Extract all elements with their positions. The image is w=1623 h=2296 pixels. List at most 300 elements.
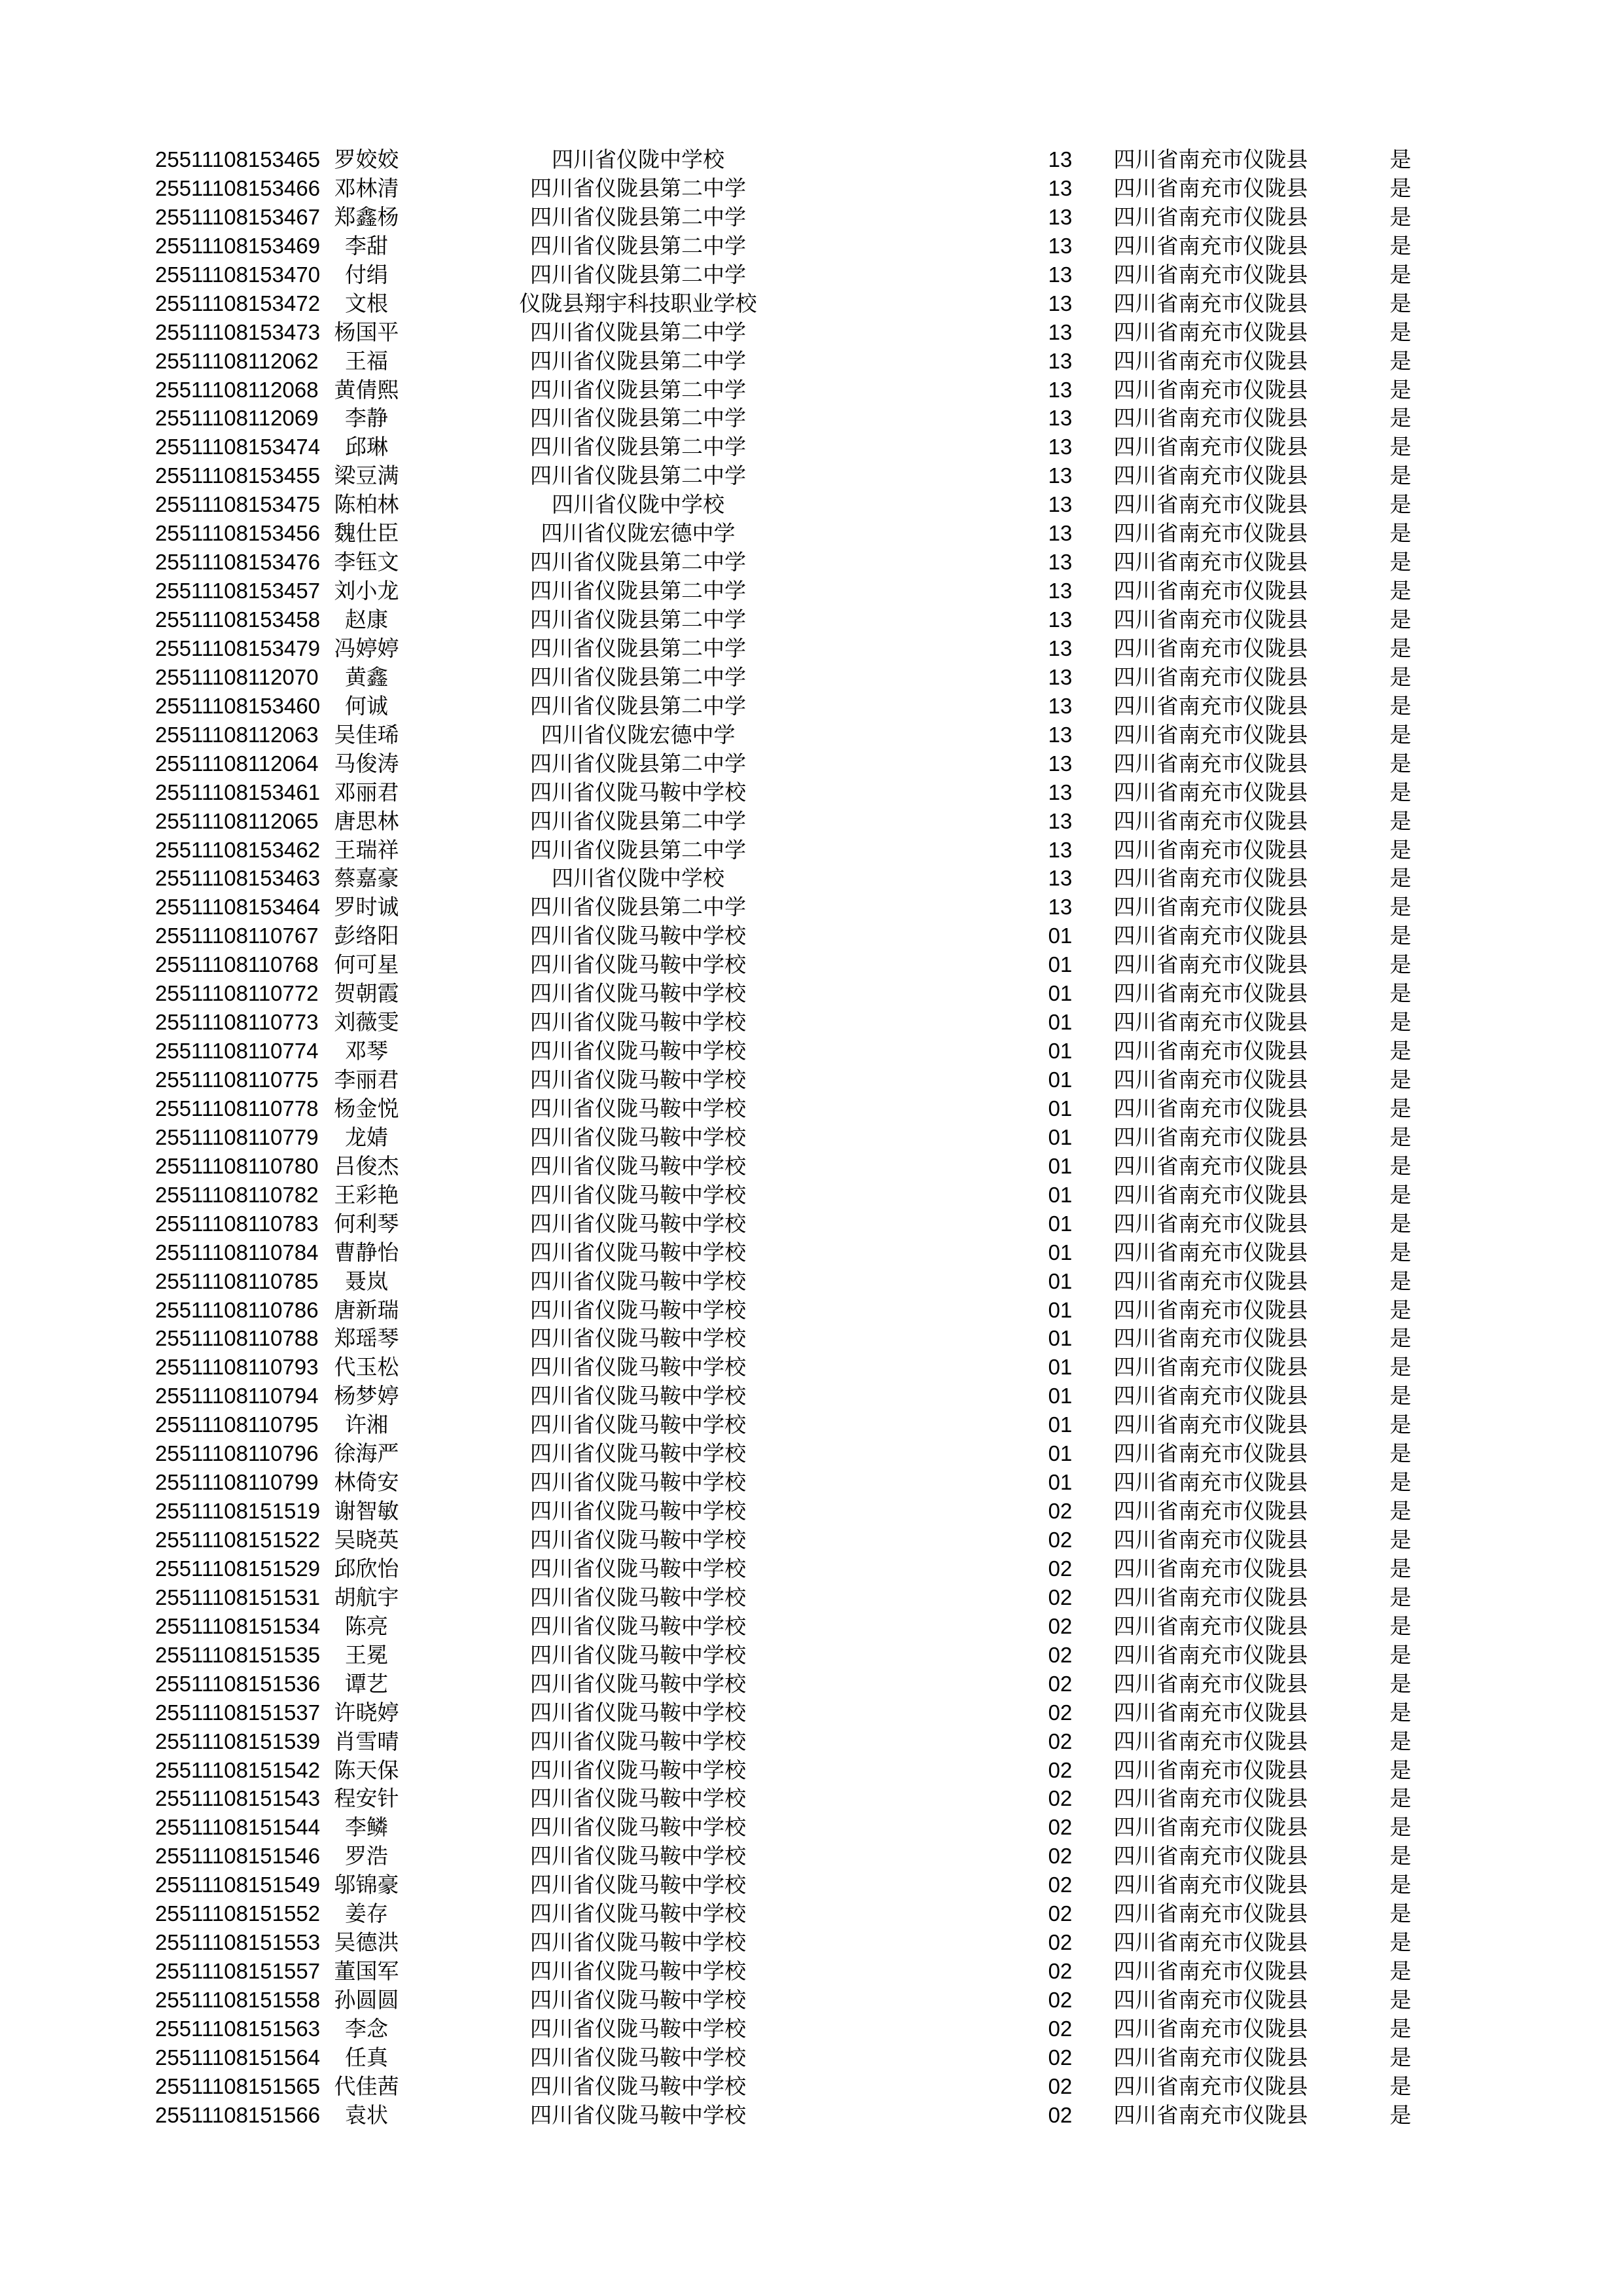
- batch-code: 13: [1048, 550, 1073, 575]
- batch-code: 13: [1048, 895, 1073, 920]
- candidate-id: 25511108110778: [155, 1096, 319, 1121]
- table-row: [0, 577, 1623, 605]
- student-name: 杨国平: [334, 319, 399, 344]
- school-name: 四川省仪陇马鞍中学校: [530, 1499, 746, 1524]
- region: 四川省南充市仪陇县: [1113, 837, 1308, 862]
- candidate-id: 25511108110767: [155, 924, 319, 948]
- school-name: 四川省仪陇县第二中学: [530, 377, 746, 402]
- region: 四川省南充市仪陇县: [1113, 1182, 1308, 1207]
- school-name: 四川省仪陇马鞍中学校: [530, 1384, 746, 1408]
- confirm-flag: 是: [1389, 204, 1412, 229]
- school-name: 四川省仪陇县第二中学: [530, 348, 746, 373]
- confirm-flag: 是: [1389, 1930, 1412, 1955]
- candidate-id: 25511108153465: [155, 147, 321, 171]
- region: 四川省南充市仪陇县: [1113, 1786, 1308, 1811]
- school-name: 四川省仪陇马鞍中学校: [530, 2045, 746, 2070]
- confirm-flag: 是: [1389, 1124, 1412, 1149]
- confirm-flag: 是: [1389, 1412, 1412, 1437]
- confirm-flag: 是: [1389, 1757, 1412, 1782]
- candidate-id: 25511108151535: [155, 1642, 321, 1667]
- candidate-id: 25511108153456: [155, 521, 321, 546]
- batch-code: 02: [1048, 1613, 1073, 1638]
- table-row: [0, 807, 1623, 836]
- confirm-flag: 是: [1389, 463, 1412, 488]
- candidate-id: 25511108151537: [155, 1700, 321, 1725]
- region: 四川省南充市仪陇县: [1113, 406, 1308, 431]
- table-row: [0, 663, 1623, 692]
- student-name: 刘小龙: [334, 579, 399, 603]
- student-name: 谢智敏: [334, 1499, 399, 1524]
- region: 四川省南充市仪陇县: [1113, 204, 1308, 229]
- confirm-flag: 是: [1389, 837, 1412, 862]
- batch-code: 01: [1048, 1182, 1073, 1207]
- confirm-flag: 是: [1389, 636, 1412, 660]
- student-name: 唐思林: [334, 808, 399, 833]
- batch-code: 01: [1048, 1268, 1073, 1293]
- student-name: 代佳茜: [334, 2073, 399, 2098]
- student-name: 陈柏林: [334, 492, 399, 517]
- student-name: 王瑞祥: [334, 837, 399, 862]
- school-name: 四川省仪陇马鞍中学校: [530, 1067, 746, 1092]
- school-name: 四川省仪陇县第二中学: [530, 463, 746, 488]
- student-name: 姜存: [345, 1901, 388, 1926]
- school-name: 四川省仪陇马鞍中学校: [530, 1930, 746, 1955]
- region: 四川省南充市仪陇县: [1113, 1873, 1308, 1897]
- region: 四川省南充市仪陇县: [1113, 751, 1308, 776]
- table-row: [0, 1008, 1623, 1037]
- batch-code: 02: [1048, 2073, 1073, 2098]
- student-name: 冯婷婷: [334, 636, 399, 660]
- batch-code: 01: [1048, 1240, 1073, 1265]
- confirm-flag: 是: [1389, 348, 1412, 373]
- region: 四川省南充市仪陇县: [1113, 1815, 1308, 1840]
- batch-code: 13: [1048, 492, 1073, 517]
- candidate-id: 25511108153457: [155, 579, 321, 603]
- region: 四川省南充市仪陇县: [1113, 1326, 1308, 1351]
- region: 四川省南充市仪陇县: [1113, 1499, 1308, 1524]
- candidate-id: 25511108153458: [155, 607, 321, 632]
- school-name: 四川省仪陇马鞍中学校: [530, 1355, 746, 1380]
- candidate-id: 25511108151519: [155, 1499, 321, 1524]
- school-name: 四川省仪陇马鞍中学校: [530, 1585, 746, 1609]
- confirm-flag: 是: [1389, 175, 1412, 200]
- table-row: [0, 1497, 1623, 1526]
- batch-code: 13: [1048, 664, 1073, 689]
- region: 四川省南充市仪陇县: [1113, 808, 1308, 833]
- batch-code: 02: [1048, 1499, 1073, 1524]
- candidate-id: 25511108153479: [155, 636, 321, 660]
- table-row: [0, 749, 1623, 778]
- confirm-flag: 是: [1389, 866, 1412, 891]
- table-row: [0, 174, 1623, 203]
- batch-code: 01: [1048, 924, 1073, 948]
- candidate-id: 25511108151542: [155, 1757, 321, 1782]
- candidate-id: 25511108112065: [155, 808, 319, 833]
- candidate-id: 25511108153464: [155, 895, 321, 920]
- table-row: [0, 1094, 1623, 1123]
- table-row: [0, 2072, 1623, 2101]
- confirm-flag: 是: [1389, 1815, 1412, 1840]
- table-row: [0, 1123, 1623, 1152]
- region: 四川省南充市仪陇县: [1113, 1412, 1308, 1437]
- candidate-id: 25511108151543: [155, 1786, 321, 1811]
- table-row: [0, 145, 1623, 174]
- confirm-flag: 是: [1389, 751, 1412, 776]
- table-row: [0, 864, 1623, 893]
- school-name: 四川省仪陇马鞍中学校: [530, 1470, 746, 1495]
- candidate-id: 25511108110772: [155, 981, 319, 1006]
- confirm-flag: 是: [1389, 1182, 1412, 1207]
- student-name: 付绢: [345, 262, 388, 287]
- school-name: 四川省仪陇马鞍中学校: [530, 1844, 746, 1869]
- candidate-id: 25511108151531: [155, 1585, 321, 1609]
- batch-code: 02: [1048, 1585, 1073, 1609]
- region: 四川省南充市仪陇县: [1113, 866, 1308, 891]
- candidate-id: 25511108110794: [155, 1384, 319, 1408]
- candidate-id: 25511108110782: [155, 1182, 319, 1207]
- batch-code: 13: [1048, 204, 1073, 229]
- region: 四川省南充市仪陇县: [1113, 636, 1308, 660]
- table-row: [0, 1210, 1623, 1238]
- confirm-flag: 是: [1389, 1470, 1412, 1495]
- student-name: 马俊涛: [334, 751, 399, 776]
- student-name: 罗浩: [345, 1844, 388, 1869]
- candidate-id: 25511108110775: [155, 1067, 319, 1092]
- table-row: [0, 1181, 1623, 1210]
- region: 四川省南充市仪陇县: [1113, 1124, 1308, 1149]
- student-name: 杨梦婷: [334, 1384, 399, 1408]
- region: 四川省南充市仪陇县: [1113, 550, 1308, 575]
- candidate-id: 25511108151544: [155, 1815, 321, 1840]
- confirm-flag: 是: [1389, 1786, 1412, 1811]
- confirm-flag: 是: [1389, 406, 1412, 431]
- table-row: [0, 1410, 1623, 1439]
- student-name: 何诚: [345, 693, 388, 718]
- candidate-id: 25511108153470: [155, 262, 321, 287]
- candidate-id: 25511108151549: [155, 1873, 321, 1897]
- region: 四川省南充市仪陇县: [1113, 1642, 1308, 1667]
- candidate-id: 25511108112070: [155, 664, 319, 689]
- school-name: 四川省仪陇马鞍中学校: [530, 1671, 746, 1696]
- confirm-flag: 是: [1389, 1988, 1412, 2012]
- candidate-id: 25511108151553: [155, 1930, 321, 1955]
- student-name: 郑鑫杨: [334, 204, 399, 229]
- school-name: 四川省仪陇中学校: [552, 492, 724, 517]
- confirm-flag: 是: [1389, 521, 1412, 546]
- batch-code: 02: [1048, 1786, 1073, 1811]
- candidate-table: [0, 145, 1623, 2130]
- region: 四川省南充市仪陇县: [1113, 2045, 1308, 2070]
- table-row: [0, 1842, 1623, 1871]
- student-name: 王彩艳: [334, 1182, 399, 1207]
- school-name: 四川省仪陇县第二中学: [530, 204, 746, 229]
- region: 四川省南充市仪陇县: [1113, 1384, 1308, 1408]
- candidate-id: 25511108151565: [155, 2073, 321, 2098]
- table-row: [0, 1583, 1623, 1612]
- student-name: 许湘: [345, 1412, 388, 1437]
- table-row: [0, 1957, 1623, 1986]
- batch-code: 01: [1048, 1010, 1073, 1035]
- student-name: 魏仕臣: [334, 521, 399, 546]
- student-name: 李甜: [345, 233, 388, 258]
- school-name: 四川省仪陇县第二中学: [530, 550, 746, 575]
- confirm-flag: 是: [1389, 492, 1412, 517]
- batch-code: 13: [1048, 319, 1073, 344]
- student-name: 刘薇雯: [334, 1010, 399, 1035]
- candidate-id: 25511108153461: [155, 780, 321, 804]
- student-name: 黄倩熙: [334, 377, 399, 402]
- school-name: 四川省仪陇中学校: [552, 147, 724, 171]
- batch-code: 13: [1048, 291, 1073, 315]
- batch-code: 02: [1048, 2102, 1073, 2127]
- region: 四川省南充市仪陇县: [1113, 780, 1308, 804]
- table-row: [0, 548, 1623, 577]
- confirm-flag: 是: [1389, 1585, 1412, 1609]
- batch-code: 13: [1048, 348, 1073, 373]
- school-name: 四川省仪陇县第二中学: [530, 837, 746, 862]
- student-name: 李钰文: [334, 550, 399, 575]
- student-name: 许晓婷: [334, 1700, 399, 1725]
- region: 四川省南充市仪陇县: [1113, 1988, 1308, 2012]
- school-name: 四川省仪陇县第二中学: [530, 607, 746, 632]
- candidate-id: 25511108151552: [155, 1901, 321, 1926]
- region: 四川省南充市仪陇县: [1113, 348, 1308, 373]
- table-row: [0, 605, 1623, 634]
- student-name: 罗时诚: [334, 895, 399, 920]
- region: 四川省南充市仪陇县: [1113, 463, 1308, 488]
- table-row: [0, 1899, 1623, 1928]
- batch-code: 01: [1048, 1124, 1073, 1149]
- batch-code: 13: [1048, 463, 1073, 488]
- student-name: 文根: [345, 291, 388, 315]
- school-name: 四川省仪陇马鞍中学校: [530, 1412, 746, 1437]
- table-row: [0, 1871, 1623, 1899]
- candidate-id: 25511108151563: [155, 2016, 321, 2041]
- batch-code: 13: [1048, 722, 1073, 747]
- confirm-flag: 是: [1389, 981, 1412, 1006]
- school-name: 四川省仪陇宏德中学: [541, 722, 736, 747]
- student-name: 王冕: [345, 1642, 388, 1667]
- table-row: [0, 2101, 1623, 2130]
- candidate-id: 25511108151539: [155, 1729, 321, 1753]
- confirm-flag: 是: [1389, 1844, 1412, 1869]
- confirm-flag: 是: [1389, 1039, 1412, 1064]
- region: 四川省南充市仪陇县: [1113, 1096, 1308, 1121]
- region: 四川省南充市仪陇县: [1113, 2102, 1308, 2127]
- batch-code: 13: [1048, 607, 1073, 632]
- table-row: [0, 203, 1623, 232]
- confirm-flag: 是: [1389, 1153, 1412, 1178]
- region: 四川省南充市仪陇县: [1113, 693, 1308, 718]
- table-row: [0, 950, 1623, 979]
- student-name: 林倚安: [334, 1470, 399, 1495]
- candidate-id: 25511108110795: [155, 1412, 319, 1437]
- school-name: 四川省仪陇马鞍中学校: [530, 952, 746, 977]
- confirm-flag: 是: [1389, 1096, 1412, 1121]
- confirm-flag: 是: [1389, 291, 1412, 315]
- student-name: 彭络阳: [334, 924, 399, 948]
- student-name: 吴晓英: [334, 1528, 399, 1552]
- region: 四川省南充市仪陇县: [1113, 2016, 1308, 2041]
- batch-code: 13: [1048, 233, 1073, 258]
- confirm-flag: 是: [1389, 664, 1412, 689]
- confirm-flag: 是: [1389, 147, 1412, 171]
- student-name: 袁状: [345, 2102, 388, 2127]
- table-row: [0, 1066, 1623, 1094]
- student-name: 杨金悦: [334, 1096, 399, 1121]
- candidate-id: 25511108153467: [155, 204, 321, 229]
- region: 四川省南充市仪陇县: [1113, 664, 1308, 689]
- student-name: 邓林清: [334, 175, 399, 200]
- table-row: [0, 692, 1623, 721]
- table-row: [0, 1756, 1623, 1785]
- school-name: 四川省仪陇马鞍中学校: [530, 1096, 746, 1121]
- school-name: 四川省仪陇县第二中学: [530, 751, 746, 776]
- candidate-id: 25511108110784: [155, 1240, 319, 1265]
- region: 四川省南充市仪陇县: [1113, 1585, 1308, 1609]
- student-name: 胡航宇: [334, 1585, 399, 1609]
- table-row: [0, 1813, 1623, 1842]
- confirm-flag: 是: [1389, 1268, 1412, 1293]
- school-name: 四川省仪陇马鞍中学校: [530, 2016, 746, 2041]
- school-name: 四川省仪陇马鞍中学校: [530, 1613, 746, 1638]
- student-name: 吴德洪: [334, 1930, 399, 1955]
- table-row: [0, 490, 1623, 519]
- confirm-flag: 是: [1389, 377, 1412, 402]
- student-name: 蔡嘉豪: [334, 866, 399, 891]
- region: 四川省南充市仪陇县: [1113, 377, 1308, 402]
- school-name: 四川省仪陇县第二中学: [530, 895, 746, 920]
- table-row: [0, 922, 1623, 950]
- student-name: 黄鑫: [345, 664, 388, 689]
- school-name: 四川省仪陇县第二中学: [530, 664, 746, 689]
- table-row: [0, 1296, 1623, 1325]
- student-name: 程安针: [334, 1786, 399, 1811]
- confirm-flag: 是: [1389, 2102, 1412, 2127]
- student-name: 徐海严: [334, 1441, 399, 1466]
- school-name: 四川省仪陇马鞍中学校: [530, 1039, 746, 1064]
- school-name: 四川省仪陇马鞍中学校: [530, 1268, 746, 1293]
- confirm-flag: 是: [1389, 1556, 1412, 1581]
- school-name: 四川省仪陇马鞍中学校: [530, 1124, 746, 1149]
- candidate-id: 25511108112068: [155, 377, 319, 402]
- school-name: 仪陇县翔宇科技职业学校: [519, 291, 757, 315]
- confirm-flag: 是: [1389, 1067, 1412, 1092]
- table-row: [0, 260, 1623, 289]
- batch-code: 01: [1048, 1096, 1073, 1121]
- region: 四川省南充市仪陇县: [1113, 1556, 1308, 1581]
- table-row: [0, 1670, 1623, 1698]
- student-name: 孙圆圆: [334, 1988, 399, 2012]
- batch-code: 01: [1048, 1384, 1073, 1408]
- confirm-flag: 是: [1389, 435, 1412, 459]
- batch-code: 13: [1048, 262, 1073, 287]
- school-name: 四川省仪陇马鞍中学校: [530, 924, 746, 948]
- candidate-id: 25511108110783: [155, 1211, 319, 1236]
- confirm-flag: 是: [1389, 1441, 1412, 1466]
- confirm-flag: 是: [1389, 808, 1412, 833]
- batch-code: 01: [1048, 1297, 1073, 1322]
- confirm-flag: 是: [1389, 1613, 1412, 1638]
- student-name: 罗姣姣: [334, 147, 399, 171]
- batch-code: 01: [1048, 1441, 1073, 1466]
- school-name: 四川省仪陇马鞍中学校: [530, 1959, 746, 1984]
- confirm-flag: 是: [1389, 1211, 1412, 1236]
- batch-code: 01: [1048, 952, 1073, 977]
- table-row: [0, 1037, 1623, 1066]
- table-row: [0, 893, 1623, 922]
- region: 四川省南充市仪陇县: [1113, 1757, 1308, 1782]
- confirm-flag: 是: [1389, 1297, 1412, 1322]
- school-name: 四川省仪陇马鞍中学校: [530, 1528, 746, 1552]
- batch-code: 02: [1048, 1930, 1073, 1955]
- table-row: [0, 1152, 1623, 1181]
- student-name: 李鳞: [345, 1815, 388, 1840]
- region: 四川省南充市仪陇县: [1113, 579, 1308, 603]
- batch-code: 01: [1048, 1412, 1073, 1437]
- region: 四川省南充市仪陇县: [1113, 981, 1308, 1006]
- confirm-flag: 是: [1389, 1873, 1412, 1897]
- table-row: [0, 433, 1623, 461]
- student-name: 李念: [345, 2016, 388, 2041]
- table-row: [0, 778, 1623, 807]
- student-name: 邱琳: [345, 435, 388, 459]
- region: 四川省南充市仪陇县: [1113, 952, 1308, 977]
- candidate-id: 25511108153463: [155, 866, 321, 891]
- student-name: 谭艺: [345, 1671, 388, 1696]
- table-row: [0, 979, 1623, 1008]
- batch-code: 02: [1048, 1642, 1073, 1667]
- region: 四川省南充市仪陇县: [1113, 262, 1308, 287]
- school-name: 四川省仪陇马鞍中学校: [530, 981, 746, 1006]
- student-name: 龙婧: [345, 1124, 388, 1149]
- confirm-flag: 是: [1389, 1240, 1412, 1265]
- region: 四川省南充市仪陇县: [1113, 1355, 1308, 1380]
- confirm-flag: 是: [1389, 1959, 1412, 1984]
- region: 四川省南充市仪陇县: [1113, 1959, 1308, 1984]
- school-name: 四川省仪陇马鞍中学校: [530, 1326, 746, 1351]
- candidate-id: 25511108151566: [155, 2102, 321, 2127]
- school-name: 四川省仪陇马鞍中学校: [530, 1700, 746, 1725]
- candidate-id: 25511108153469: [155, 233, 321, 258]
- confirm-flag: 是: [1389, 722, 1412, 747]
- region: 四川省南充市仪陇县: [1113, 1010, 1308, 1035]
- batch-code: 02: [1048, 1901, 1073, 1926]
- batch-code: 01: [1048, 1067, 1073, 1092]
- student-name: 邱欣怡: [334, 1556, 399, 1581]
- school-name: 四川省仪陇马鞍中学校: [530, 1153, 746, 1178]
- student-name: 赵康: [345, 607, 388, 632]
- region: 四川省南充市仪陇县: [1113, 147, 1308, 171]
- school-name: 四川省仪陇县第二中学: [530, 579, 746, 603]
- batch-code: 13: [1048, 837, 1073, 862]
- student-name: 陈亮: [345, 1613, 388, 1638]
- table-row: [0, 404, 1623, 433]
- confirm-flag: 是: [1389, 2073, 1412, 2098]
- region: 四川省南充市仪陇县: [1113, 521, 1308, 546]
- school-name: 四川省仪陇马鞍中学校: [530, 1297, 746, 1322]
- school-name: 四川省仪陇马鞍中学校: [530, 1211, 746, 1236]
- batch-code: 02: [1048, 1757, 1073, 1782]
- school-name: 四川省仪陇马鞍中学校: [530, 780, 746, 804]
- batch-code: 13: [1048, 636, 1073, 660]
- confirm-flag: 是: [1389, 1384, 1412, 1408]
- confirm-flag: 是: [1389, 1729, 1412, 1753]
- batch-code: 01: [1048, 1039, 1073, 1064]
- batch-code: 13: [1048, 751, 1073, 776]
- table-row: [0, 376, 1623, 404]
- school-name: 四川省仪陇马鞍中学校: [530, 1182, 746, 1207]
